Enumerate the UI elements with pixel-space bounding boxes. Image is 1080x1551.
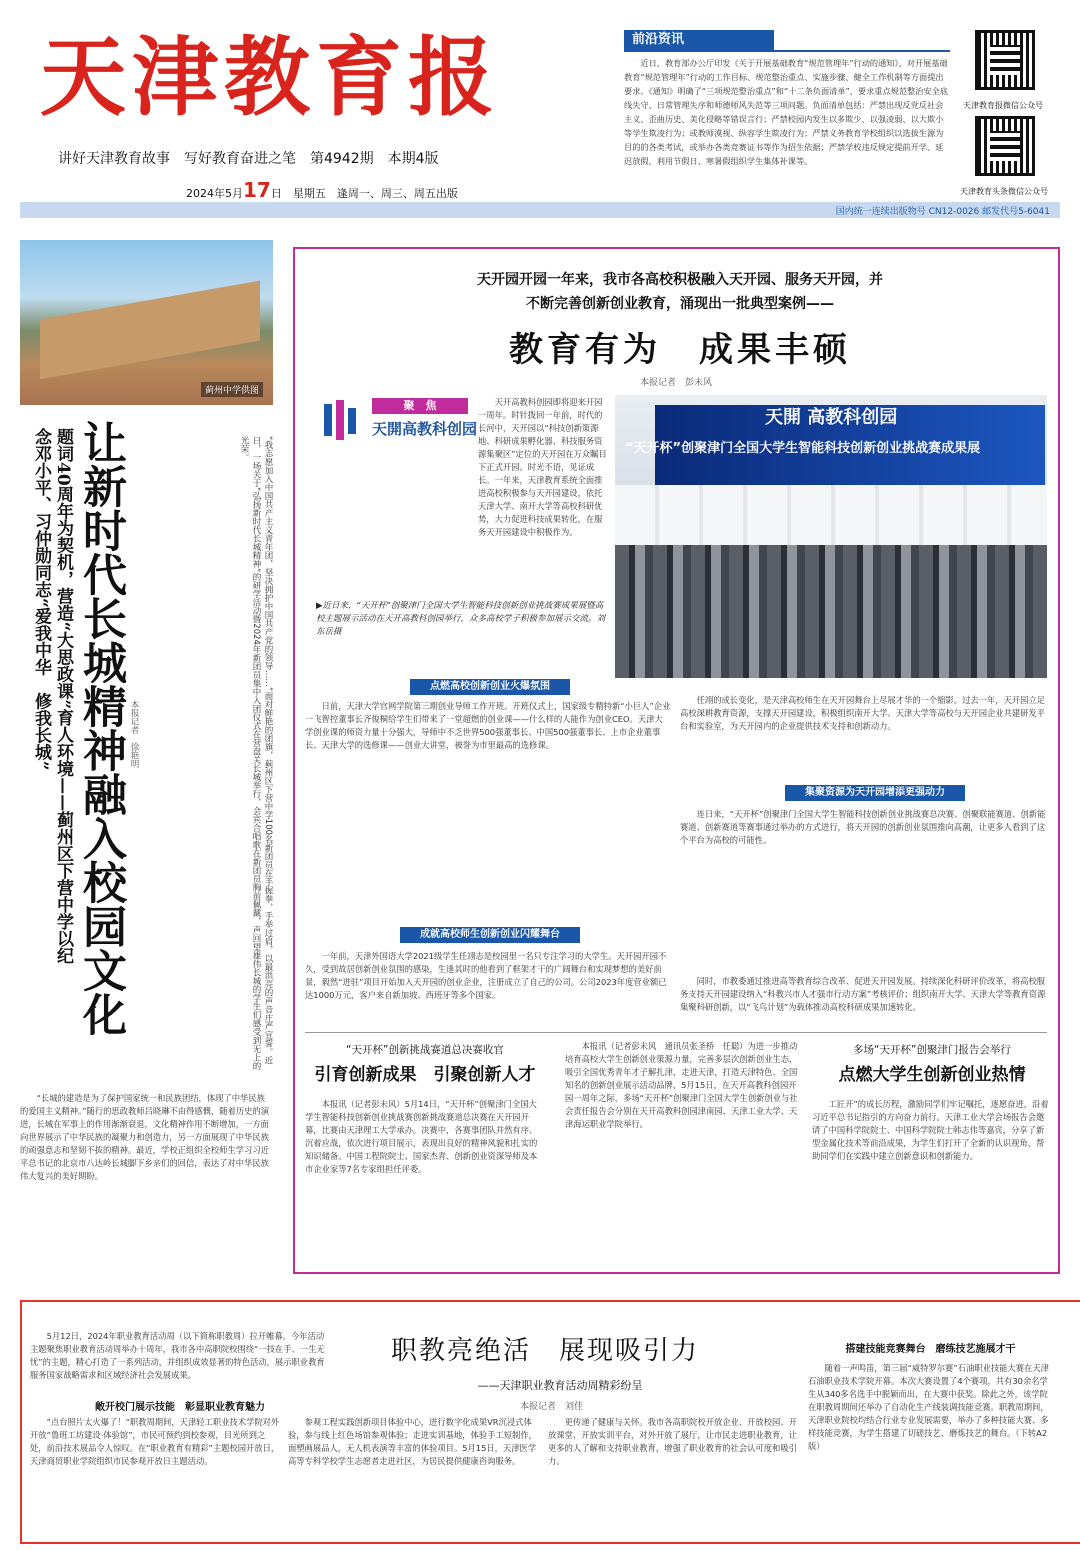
great-wall-photo [20,240,273,405]
sub-b-body: 本报讯（记者彭未风 通讯员张圣桥 任聪）为进一步推动培育高校大学生创新创业策源力量，完善多层次创新创业生态，吸引全国优秀青年才子解扎津，走进天津，打造天津特色、全国知名的创新创业展示活动品牌，5月15日，在天开高教科创园开园一周年之际，多场“天开杯”创聚津门全国大学生创新创业与社会责任报告会分别在天开高教科创园津南园、天津工业大学、天津海运职业学院举行。 [565,1041,798,1129]
bottom-byline: 本报记者 刘佳 [520,1402,584,1412]
focus-name: 天開高教科创园 [372,420,478,438]
bottom-right-head: 搭建技能竞赛舞台 磨练技艺施展才干 [845,1344,1016,1355]
bottom-sec1: 敞开校门展示技能 彰显职业教育魅力 [95,1402,265,1413]
feature-intro: 天开高教科创园即将迎来开园一周年。时针拨回一年前，时代的长河中，天开园以“科技创新策源地、科研成果孵化器、科技服务资源集聚区”定位的天开园在万众瞩目下正式开园。时光不语，见证成长。一年来，天津教育系统全面推进高校积极参与天开园建设，依托天津大学、南开大学等高校科研优势，大力促进科技成果转化，在服务天开园建设中积极作为。 [478,397,607,537]
left-headline: 让新时代长城精神融入校园文化 [75,420,126,1036]
masthead-slogan: 讲好天津教育故事 写好教育奋进之笔 第4942期 本期4版 [58,151,439,167]
bottom-right-body: 随着一声鸣笛，第三届“威特罗尔赛”石油职业技能大赛在天津石油职业技术学院开幕。本次大赛设置了4个赛项，共有30余名学生从340多名选手中脱颖而出，在大赛中获奖。除此之外，该学院在职教周期间还举办了自动化生产线装调技能竞赛。职教周期间，天津职业院校均结合行业专业发展需要，举办了多种技能大赛、多样技能竞赛，为学生搭建了切磋技艺、磨炼技艺的舞台。（下转A2版） [808,1363,1049,1451]
qr1-label: 天津教育报微信公众号 [963,101,1043,110]
section-tag-3: 集聚资源为天开园增添更强动力 [785,785,965,801]
feature-kicker [340,268,1020,316]
feature-byline: 本报记者 彭未风 [640,378,713,388]
sub-c-body: 工匠开”的成长历程，激励同学们牢记嘱托，逐愿奋进，沿着习近平总书记指引的方向奋力前行。天津工业大学会场报告会邀请了中国科学院院士、中国科学院院士韩志伟等嘉宾，分享了新型金属化技术等前沿成果，为学生们打开了全新的认识视角，帮助同学们在实践中建立创新意识和创新能力。 [812,1099,1049,1161]
bottom-col-2: 参观工程实践创新项目体验中心，进行数字化成果VR沉浸式体验，参与线上红色场馆参观体验；走进实训基地，体验手工短制作，面塑画展品人，无人机表演等丰富的体验项目。5月15日，天津医学高等专科学校学生志愿者走进社区，为居民提供健康咨询服务。 [288,1417,537,1466]
frontier-rule [624,50,950,52]
section-2-body: 一年前，天津外国语大学2021级学生任翊志是校园里一名只专注学习的大学生。天开园开园不久，受到故居创新创业氛围的感染，生逢其时的他看到了框架才干的广阔舞台和实现梦想的美好前景，毅然“进驻”项目开始加入天开园的创业企业，注册成立了自己的公司。公司2023年度营业额已达1000万元，客户来自新加坡、西班牙等多个国家。 [305,951,667,1000]
section-1-body: 日前，天津大学官网学院第三期创业导师工作开班。开班仪式上，国家级专精特新“小巨人”企业一飞智控董事长齐俊桐给学生们带来了一堂超燃的创业课——什么样的人能作为创业CEO。天津大学创业课的师资力量十分强大，导师中不乏世界500强董事长、中国500强董事长、上市企业董事长、天津大学的选修课——创业大讲堂，被誉为市里最高的选修课。 [305,701,671,750]
section-tag-2: 成就高校师生创新创业闪耀舞台 [400,927,580,943]
left-body-bottom: “长城的建造是为了保护国家统一和民族团结，体现了中华民族的爱国主义精神。”随行的思政教师吕晓琳不由得感慨，随着历史的演进，长城在军事上的作用渐渐衰退，文化精神作用不断增加，一方面向世界展示了中华民族的凝聚力和创造力，另一方面展现了中华民族的顽强意志和坚韧不拔的精神。最近，学校正组织全校师生学习习近平总书记的北京市八达岭长城脚下乡亲们的回信，表达了对中华民族伟大复兴的美好期盼。 [20,1093,270,1181]
photo-logo: 天開 高教科创园 [765,407,898,428]
right-body-2: 连日来，“天开杯”创聚津门全国大学生智能科技创新创业挑战赛总决赛、创聚联能赛道、创新能赛道、创新赛道等赛事通过举办的方式进行，将天开园的创新创业氛围推向高潮，让更多人看到了这个平台为高校的可能性。 [680,809,1046,845]
sub-c-kicker: 多场“天开杯”创聚津门报告会举行 [853,1044,1011,1056]
photo-caption: 蓟州中学供图 [201,382,263,397]
issn-text: 国内统一连续出版物号 CN12-0026 邮发代号5-6041 [835,207,1050,217]
bottom-lead: 5月12日，2024年职业教育活动周（以下简称职教周）拉开帷幕。今年活动主题聚焦职业教育活动周举办十周年，我市各中高职院校围绕“一技在手、一生无忧”的主题，精心打造了一系列活动，并组织成效显著的特色活动，展示职业教育服务国家战略需求和区域经济社会发展成果。 [30,1331,325,1380]
sub-a-body: 本报讯（记者彭未风）5月14日，“天开杯”创聚津门全国大学生智能科技创新创业挑战赛创新挑战赛道总决赛在天开园开幕，比赛由天津理工大学承办。决赛中，各赛事团队并然有序、沉着应战，依次进行项目展示，表现出良好的精神风貌和扎实的知识储备。中国工程院院士、国家杰青、创新创业资深导师及本市企业家等7名专家组担任评委。 [305,1099,538,1174]
left-subhead: 题词40周年为契机，营造“大思政课”育人环境——蓟州区下营中学以纪念邓小平、习仲勋同志“爱我中华 修我长城” [31,428,73,965]
right-body-1: 任翊的成长变化，是天津高校师生在天开园舞台上尽展才华的一个缩影。过去一年，天开园立足高校深耕教育资源，支撑天开园建设，积极组织南开大学、天津大学等高校与天开园企业共建研发平台和实验室，为天开园内的企业提供技术支持和创新动力。 [680,695,1046,731]
frontier-body: 近日，教育部办公厅印发《关于开展基础教育“规范管理年”行动的通知》，对开展基础教育“规范管理年”行动的工作目标、规范整治重点、实施步骤、健全工作机制等方面提出要求。《通知》明确了“三项规范整治重点”和“十二条负面清单”，要求重点规范整治安全底线失守、日常管理失序和师德师风失范等三项问题。负面清单包括：严禁出现反党反社会主义、歪曲历史、美化侵略等错误言行；严禁校园内发生以多欺少、以强凌弱、以大欺小等学生欺凌行为；或教师漠视、纵容学生欺凌行为；严禁义务教育学校组织以选拔生源为目的的各类考试，或举办各类竞赛证书等作为招生依据；严禁学校违反规定提前开学、延迟放假，利用节假日、寒暑假组织学生集体补课等。 [624,58,948,166]
feature-title: 教育有为 成果丰硕 [509,330,851,370]
bottom-col-3: 更传递了健康与关怀。我市各高职院校开放企业、开放校园、开放课堂、开放实训平台，对外开放了展厅，让市民走进职业教育，让更多的人了解和支持职业教育，增强了职业教育的社会认可度和吸引力。 [548,1417,797,1466]
expo-photo [615,395,1047,678]
date-day: 17 [243,178,271,202]
section-tag-1: 点燃高校创新创业火爆氛围 [410,679,570,695]
qr2-label: 天津教育头条微信公众号 [960,187,1048,196]
sub-a-title: 引育创新成果 引聚创新人才 [314,1065,536,1085]
right-body-3: 同时，市教委通过推进高等教育综合改革、促进天开园发展。持续深化科研评价改革，将高校服务支持天开园建设纳入“科教兴市人才强市行动方案”考核评价；组织南开大学、天津大学等教育资源集聚科研创新，以“飞鸟计划”为载体推动高校科研成果加速转化。 [680,976,1046,1012]
photo-caption-feature: ▶近日来，“天开杯”创聚津门全国大学生智能科技创新创业挑战赛成果展暨高校主题展示活动在天开高教科创园举行，众多高校学子积极参加展示交流。刘东岳摄 [316,601,606,637]
bottom-subtitle: ——天津职业教育活动周精彩纷呈 [477,1379,643,1392]
date-prefix: 2024年5月 [186,187,243,200]
qr-code-icon[interactable] [975,116,1035,176]
sub-c-title: 点燃大学生创新创业热情 [838,1065,1026,1085]
focus-badge: 聚 焦 [372,398,468,414]
masthead-title: 天津教育报 [40,27,500,128]
issn-bar [20,202,1060,218]
kicker-line-1: 天开园开园一年来，我市各高校积极融入天开园、服务天开园，并 [477,272,883,288]
sub-a-kicker: “天开杯”创新挑战赛道总决赛收官 [346,1044,504,1056]
bottom-col-1: “点台照片太火爆了！”职教周期间，天津轻工职业技术学院对外开放“鲁班工坊建设·体验馆”，市民可预约到校参观，目光所到之处，前沿技术展品令人惊叹。在“职业教育有精彩”主题校园开放日，天津商贸职业学院组织市民参观开放日主题活动。 [30,1417,280,1466]
kicker-line-2: 不断完善创新创业教育，涌现出一批典型案例—— [526,296,834,312]
date-suffix: 日 星期五 逢周一、周三、周五出版 [270,187,458,200]
qr-code-icon[interactable] [975,30,1035,90]
dateline [186,178,458,202]
divider [305,1032,1047,1033]
frontier-tab: 前沿资讯 [624,30,774,50]
left-body-vertical: “我志愿加入中国共产主义青年团，坚决拥护中国共产党的领导……”面对鲜艳的团旗，蓟州区下营中学100名新团员在手握拳，手举过肩，以最洪亮的声音庄严宣誓。近日，一场关于“弘扬新时代长城精神”的研学活动暨2024年新团员集中入团仪式在营盘关长城举行，会宾合唱歌在新团员胸前佩戴，声回望雄伟长城的学生们感受到无上的光荣。 [239,436,273,1070]
bottom-title: 职教亮绝活 展现吸引力 [390,1336,699,1366]
left-byline: 本报记者 徐艳明 [129,700,139,768]
photo-banner-text: “天开杯”创聚津门全国大学生智能科技创新创业挑战赛成果展 [625,441,981,456]
